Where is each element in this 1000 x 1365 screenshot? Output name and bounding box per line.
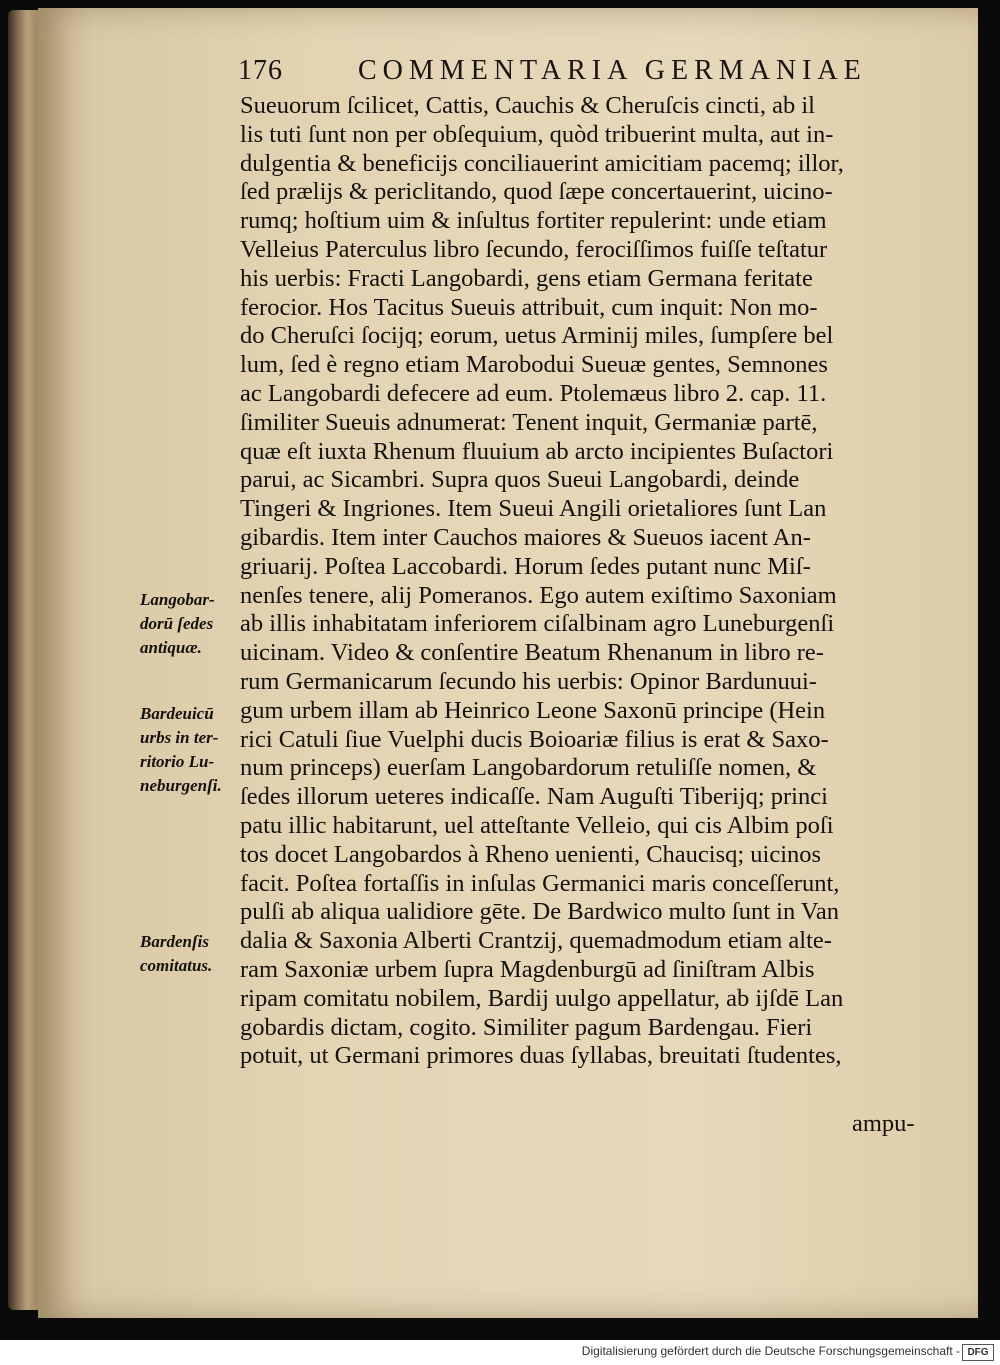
text-line: pulſi ab aliqua ualidiore gēte. De Bardwico multo ſunt in Van [240,898,839,926]
text-line: griuarij. Poſtea Laccobardi. Horum ſedes putant nunc Miſ- [240,552,811,580]
text-line: ſedes illorum ueteres indicaſſe. Nam Auguſti Tiberijq; princi [240,783,828,811]
text-line: ram Saxoniæ urbem ſupra Magdenburgū ad ſiniſtram Albis [240,955,815,983]
text-line: tos docet Langobardos à Rheno uenienti, Chaucisq; uicinos [240,840,822,868]
text-line: Velleius Paterculus libro ſecundo, ferociſſimos fuiſſe teſtatur [240,235,828,263]
dfg-logo: DFG [962,1344,994,1361]
text-line: facit. Poſtea fortaſſis in inſulas Germanici maris conceſſerunt, [240,869,840,897]
text-line: dalia & Saxonia Alberti Crantzij, quemadmodum etiam alte- [240,927,832,955]
text-line: ſimiliter Sueuis adnumerat: Tenent inquit, Germaniæ partē, [240,408,818,436]
text-line: gobardis dictam, cogito. Similiter pagum Bardengau. Fieri [240,1013,813,1041]
page-edge [8,10,40,1310]
text-line: ac Langobardi defecere ad eum. Ptolemæus libro 2. cap. 11. [240,379,827,407]
margin-note-line: neburgenſi. [140,776,222,795]
text-line: rum Germanicarum ſecundo his uerbis: Opinor Bardunuui- [240,667,817,695]
text-line: ripam comitatu nobilem, Bardij uulgo appellatur, ab ijſdē Lan [240,984,844,1012]
catchword: ampu- [852,1110,915,1137]
text-line: rici Catuli ſiue Vuelphi ducis Boioariæ filius is erat & Saxo- [240,725,829,753]
text-line: lum, ſed è regno etiam Marobodui Sueuæ gentes, Semnones [240,351,828,379]
footer-credit: Digitalisierung gefördert durch die Deutsche Forschungsgemeinschaft - [581,1344,960,1358]
text-line: ab illis inhabitatam inferiorem ciſalbinam agro Luneburgenſi [240,610,835,638]
page-header [238,55,958,93]
text-line: ſed prælijs & periclitando, quod ſæpe concertauerint, uicino- [240,178,833,206]
margin-note-line: comitatus. [140,956,213,975]
text-line: patu illic habitarunt, uel atteſtante Velleio, qui cis Albim poſi [240,811,834,839]
footer-bar [0,1340,1000,1365]
text-line: ferocior. Hos Tacitus Sueuis attribuit, cum inquit: Non mo- [240,293,818,321]
text-line: num princeps) euerſam Langobardorum retuliſſe nomen, & [240,754,817,782]
text-line: his uerbis: Fracti Langobardi, gens etiam Germana feritate [240,264,813,292]
margin-note-line: Bardeuicū [140,704,214,723]
text-line: nenſes tenere, alij Pomeranos. Ego autem exiſtimo Saxoniam [240,581,837,609]
page-number: 176 [238,55,283,86]
text-line: potuit, ut Germani primores duas ſyllabas, breuitati ſtudentes, [240,1042,842,1070]
text-line: lis tuti ſunt non per obſequium, quòd tribuerint multa, aut in- [240,120,834,148]
margin-note-line: Bardenſis [140,932,209,951]
text-line: uicinam. Video & conſentire Beatum Rhenanum in libro re- [240,639,824,667]
margin-note-bardensis [140,930,250,978]
text-line: dulgentia & beneficijs conciliauerint amicitiam pacemq; illor, [240,149,844,177]
text-line: parui, ac Sicambri. Supra quos Sueui Langobardi, deinde [240,466,800,494]
margin-note-line: urbs in ter- [140,728,219,747]
running-head: COMMENTARIA GERMANIAE [358,55,867,86]
text-line: Sueuorum ſcilicet, Cattis, Cauchis & Cheruſcis cincti, ab il [240,92,815,119]
margin-note-bardeuicum [140,702,250,798]
margin-note-line: Langobar- [140,590,215,609]
margin-note-langobardorum [140,588,250,660]
text-line: Tingeri & Ingriones. Item Sueui Angili orietaliores ſunt Lan [240,495,827,523]
text-line: do Cheruſci ſocijq; eorum, uetus Arminij miles, ſumpſere bel [240,322,834,350]
text-line: gibardis. Item inter Cauchos maiores & Sueuos iacent An- [240,523,811,551]
margin-note-line: ritorio Lu- [140,752,215,771]
margin-note-line: antiquæ. [140,638,202,657]
text-line: rumq; hoſtium uim & inſultus fortiter repulerint: unde etiam [240,207,827,235]
text-line: quæ eſt iuxta Rhenum fluuium ab arcto incipientes Buſactori [240,437,834,465]
margin-note-line: dorū ſedes [140,614,214,633]
text-line: gum urbem illam ab Heinrico Leone Saxonū principe (Hein [240,696,826,724]
main-text-block [240,92,952,1071]
